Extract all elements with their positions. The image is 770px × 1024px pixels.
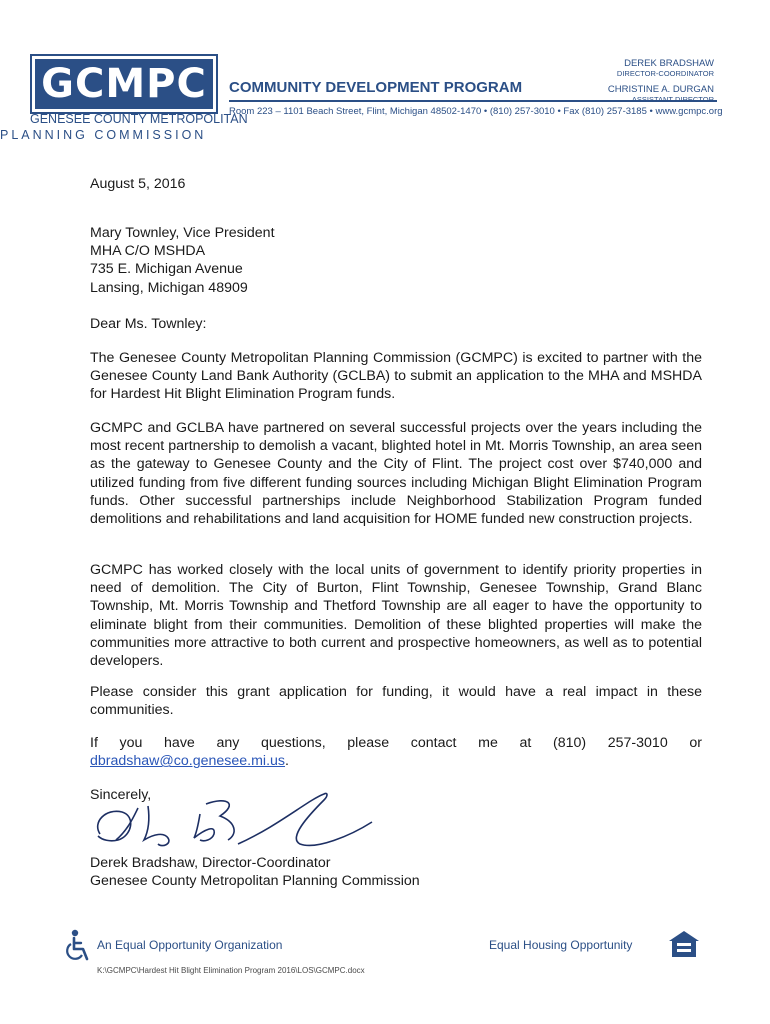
contact-paragraph bbox=[90, 734, 702, 770]
contact-word: please bbox=[347, 735, 390, 751]
recipient-line: Lansing, Michigan 48909 bbox=[90, 279, 248, 296]
contact-word: If bbox=[90, 735, 98, 751]
logo-text: GCMPC bbox=[35, 59, 213, 109]
contact-word: at bbox=[519, 735, 532, 751]
staff-title: DIRECTOR-COORDINATOR bbox=[616, 69, 714, 78]
email-link[interactable]: dbradshaw@co.genesee.mi.us bbox=[90, 753, 286, 770]
letter-date: August 5, 2016 bbox=[90, 176, 186, 192]
staff-title: ASSISTANT DIRECTOR bbox=[631, 95, 714, 104]
contact-word: you bbox=[119, 735, 143, 751]
staff-name: CHRISTINE A. DURGAN bbox=[607, 84, 714, 95]
salutation: Dear Ms. Townley: bbox=[90, 316, 207, 332]
contact-word: or bbox=[689, 735, 702, 751]
gcmpc-logo bbox=[30, 54, 218, 114]
program-title: COMMUNITY DEVELOPMENT PROGRAM bbox=[229, 79, 523, 96]
contact-word: 257-3010 bbox=[607, 735, 668, 751]
paragraph-4: Please consider this grant application for funding, it would have a real impact in these communities. bbox=[90, 684, 702, 719]
equal-opportunity-text: An Equal Opportunity Organization bbox=[97, 938, 283, 952]
paragraph-1: The Genesee County Metropolitan Planning Commission (GCMPC) is excited to partner with the Genesee County Land Bank Authority (GCLBA) to submit an application to the MHA and MSHDA for Hardest Hit Blight Elimination Program funds. bbox=[90, 350, 702, 403]
closing: Sincerely, bbox=[90, 787, 152, 803]
org-name-line1: GENESEE COUNTY METROPOLITAN bbox=[30, 112, 248, 126]
staff-assistant bbox=[608, 84, 714, 104]
equal-housing-text: Equal Housing Opportunity bbox=[489, 938, 633, 952]
paragraph-3: GCMPC has worked closely with the local units of government to identify priority properties in need of demolition. The City of Burton, Flint Township, Genesee Township, Grand Blanc Township, Mt. Morris Township and Thetford Township are all eager to have the opportunity to eliminate blight from their communities. Demolition of these blighted properties will make the communities more attractive to both current and prospective homeowners, as well as to potential developers. bbox=[90, 562, 702, 670]
contact-word: (810) bbox=[552, 735, 587, 751]
contact-word: contact bbox=[410, 735, 457, 751]
contact-line bbox=[90, 734, 702, 752]
recipient-line: MHA C/O MSHDA bbox=[90, 243, 206, 260]
signer-name: Derek Bradshaw, Director-Coordinator bbox=[90, 855, 331, 871]
contact-email-line bbox=[90, 752, 702, 770]
staff-director bbox=[617, 58, 714, 78]
contact-word: have bbox=[164, 735, 195, 751]
recipient-address bbox=[90, 224, 702, 297]
staff-name: DEREK BRADSHAW bbox=[624, 58, 714, 69]
contact-word: any bbox=[216, 735, 240, 751]
file-path: K:\GCMPC\Hardest Hit Blight Elimination Program 2016\LOS\GCMPC.docx bbox=[97, 966, 365, 975]
contact-end: . bbox=[285, 753, 289, 770]
equal-housing-icon bbox=[667, 929, 701, 959]
header-address: Room 223 – 1101 Beach Street, Flint, Michigan 48502-1470 • (810) 257-3010 • Fax (810) 257-3185 • www.gcmpc.org bbox=[229, 106, 723, 117]
signer-org: Genesee County Metropolitan Planning Commission bbox=[90, 873, 420, 890]
contact-word: me bbox=[478, 735, 498, 751]
wheelchair-icon bbox=[64, 929, 92, 963]
paragraph-2: GCMPC and GCLBA have partnered on several successful projects over the years including the most recent partnership to demolish a vacant, blighted hotel in Mt. Morris Township, an area seen as the gateway to Genesee County and the City of Flint. The project cost over $740,000 and utilized funding from five different funding sources including Michigan Blight Elimination Program funds. Other successful partnerships include Neighborhood Stabilization Program funded demolitions and rehabilitations and land acquisition for HOME funded new construction projects. bbox=[90, 420, 702, 528]
recipient-line: Mary Townley, Vice President bbox=[90, 225, 275, 241]
contact-word: questions, bbox=[260, 735, 326, 751]
org-name-line2: PLANNING COMMISSION bbox=[0, 128, 207, 142]
signature-block bbox=[90, 854, 702, 890]
signature-image bbox=[88, 786, 378, 856]
recipient-line: 735 E. Michigan Avenue bbox=[90, 261, 243, 278]
